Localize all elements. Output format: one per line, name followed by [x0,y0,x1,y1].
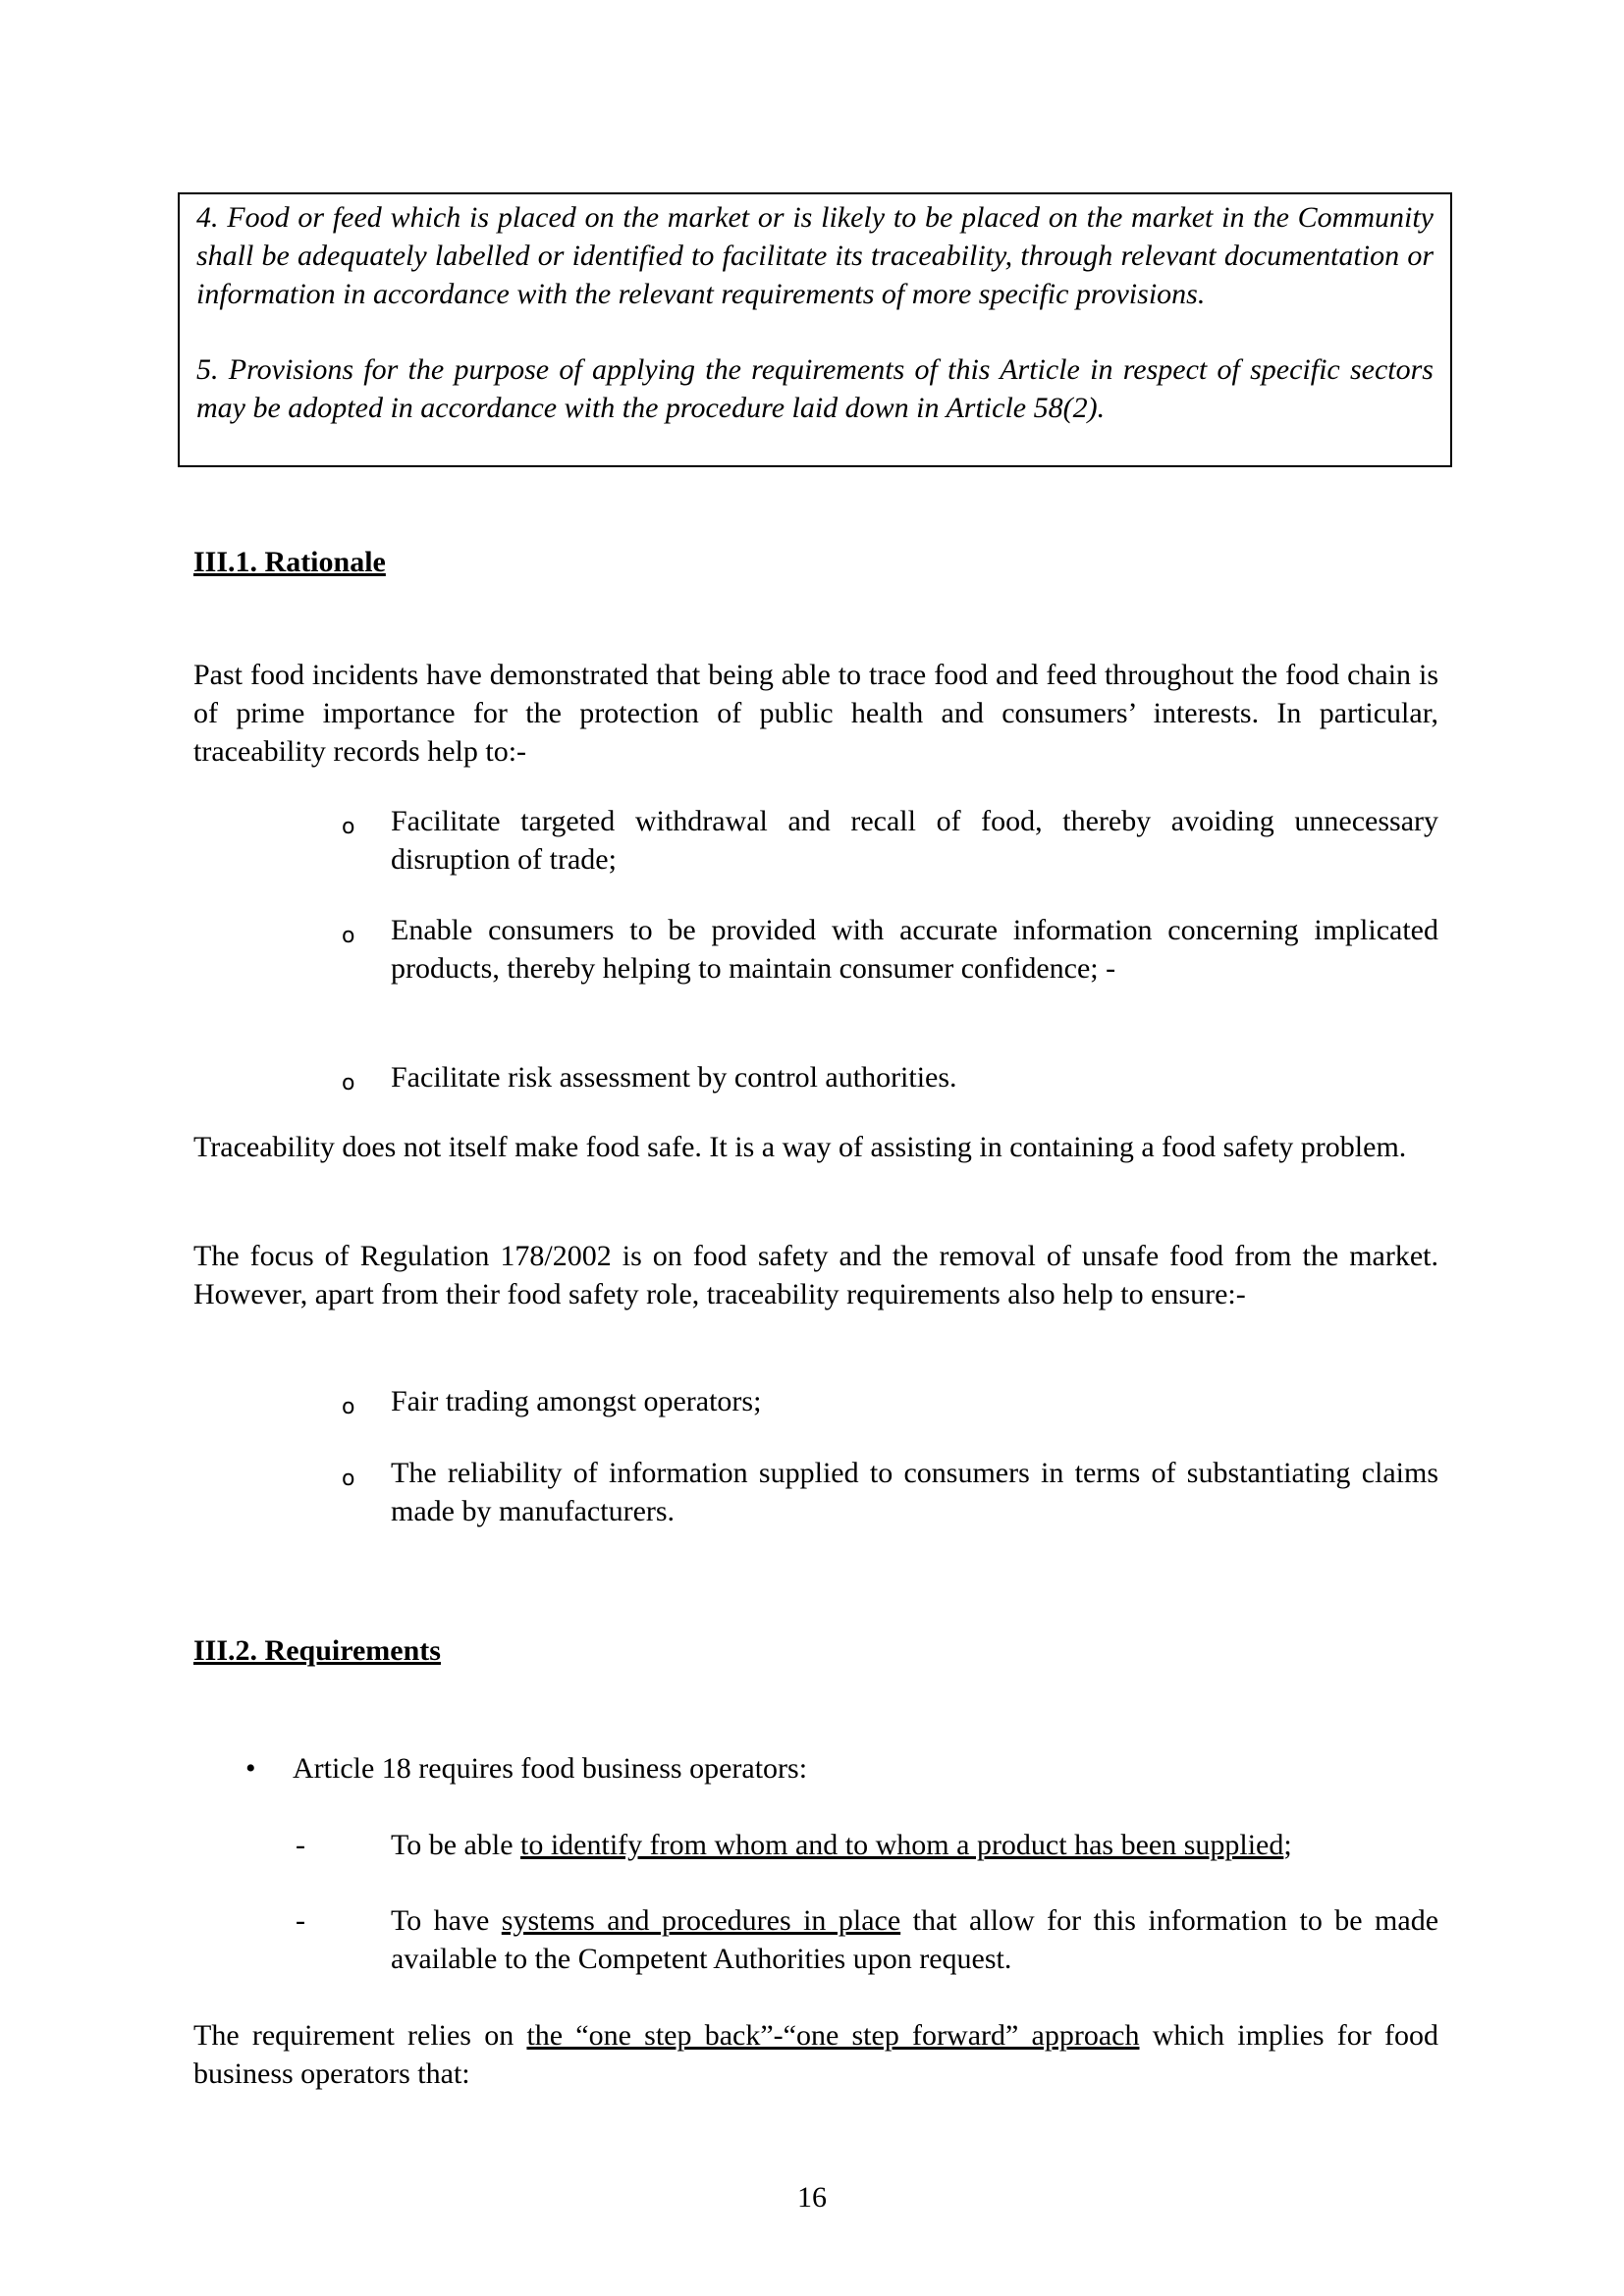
requirements-dash-2: To have systems and procedures in place that allow for this information to be made available to the Competent Authorities upon request. [391,1904,1439,1975]
rationale-para-3: The focus of Regulation 178/2002 is on food safety and the removal of unsafe food from the market. However, apart from their food safety role, traceability requirements also help to ensure:- [193,1240,1438,1310]
article-para-5: 5. Provisions for the purpose of applying the requirements of this Article in respect of specific sectors may be adopted in accordance with the procedure laid down in Article 58(2). [196,353,1434,424]
bullet-marker: o [342,924,355,948]
rationale-bullet-1: Facilitate targeted withdrawal and recall of food, thereby avoiding unnecessary disruption of trade; [391,805,1438,876]
bullet-marker: o [342,815,355,839]
rationale-heading: III.1. Rationale [193,546,386,578]
rationale-intro: Past food incidents have demonstrated that being able to trace food and feed throughout the food chain is of prime importance for the protection of public health and consumers’ interests. In particular, traceability records help to:- [193,659,1438,768]
requirements-heading: III.2. Requirements [193,1634,441,1667]
dash-marker: - [296,1829,305,1861]
requirements-final-para: The requirement relies on the “one step back”-“one step forward” approach which implies for food business operators that: [193,2019,1438,2090]
rationale-para-2: Traceability does not itself make food safe. It is a way of assisting in containing a food safety problem. [193,1131,1407,1163]
rationale-bullet2-2: The reliability of information supplied to consumers in terms of substantiating claims made by manufacturers. [391,1457,1438,1527]
page-number: 16 [797,2181,827,2214]
legal-text-box [178,192,1452,467]
article-para-4: 4. Food or feed which is placed on the market or is likely to be placed on the market in the Community shall be adequately labelled or identified to facilitate its traceability, through relevant documentation or information in accordance with the relevant requirements of more specific provisions. [196,201,1434,310]
requirements-dash-1: To be able to identify from whom and to whom a product has been supplied; [391,1829,1292,1861]
bullet-marker: o [342,1467,355,1491]
bullet-marker: • [245,1752,256,1785]
requirements-main-bullet: Article 18 requires food business operators: [293,1752,808,1785]
bullet-marker: o [342,1071,355,1095]
dash-marker: - [296,1904,305,1937]
bullet-marker: o [342,1395,355,1419]
rationale-bullet-2: Enable consumers to be provided with accurate information concerning implicated products, thereby helping to maintain consumer confidence; - [391,914,1438,985]
rationale-bullet2-1: Fair trading amongst operators; [391,1385,762,1417]
rationale-bullet-3: Facilitate risk assessment by control authorities. [391,1061,957,1094]
